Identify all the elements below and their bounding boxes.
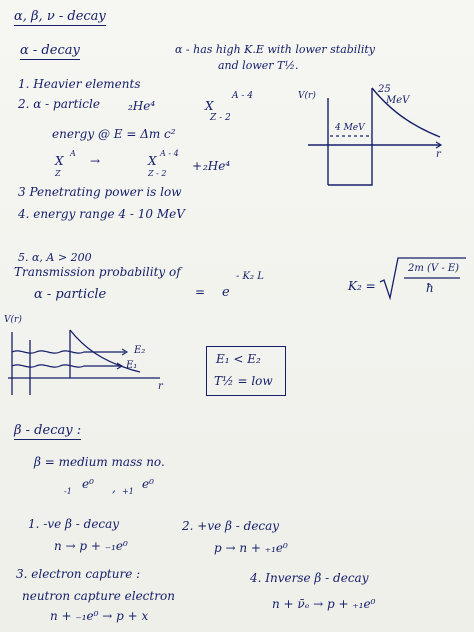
reaction-helium: ₂He⁴ [203, 159, 231, 173]
reaction-daughter: X [148, 154, 157, 168]
graph1-label-25: 25 [378, 84, 391, 95]
formula-equals: = [195, 285, 206, 299]
box-line-2: T½ = low [214, 374, 273, 388]
page-title: α, β, ν - decay [14, 9, 106, 24]
graph1-xlabel: r [436, 149, 441, 160]
alpha-heading: α - decay [20, 43, 80, 58]
alpha-item-2-he: ₂He⁴ [128, 99, 156, 113]
alpha-item-2-x: X [205, 99, 214, 113]
formula-exponent: - K₂ L [236, 271, 264, 282]
beta-particle-1: e⁰ [82, 477, 94, 491]
reaction-plus: + [192, 159, 203, 173]
alpha-item-5: 5. α, A > 200 [18, 251, 92, 264]
graph1-ylabel: V(r) [298, 91, 316, 101]
graph2-label-e2: E₂ [134, 345, 146, 356]
beta-item-2: 2. +ve β - decay [182, 519, 280, 533]
beta-item-4-equation: n + ν̄ₑ → p + ₊₁e⁰ [272, 597, 376, 611]
transmission-line-2: α - particle [34, 287, 107, 302]
formula-e: e [222, 285, 230, 300]
reaction-arrow: → [90, 154, 101, 168]
beta-item-2-equation: p → n + ₊₁e⁰ [214, 541, 288, 555]
k2-numerator: 2m (V - E) [408, 263, 460, 274]
beta-item-3-line-2: neutron capture electron [22, 589, 175, 603]
alpha-item-4: 4. energy range 4 - 10 MeV [18, 207, 185, 221]
alpha-note-line1: α - has high K.E with lower stability [175, 43, 375, 56]
box-line-1: E₁ < E₂ [216, 352, 261, 366]
alpha-note-line2: and lower T½. [218, 59, 299, 72]
reaction-parent-atomic: Z [55, 169, 61, 178]
reaction-parent: X [55, 154, 64, 168]
beta-item-1: 1. -ve β - decay [28, 517, 120, 531]
transmission-line-1: Transmission probability of [14, 265, 181, 279]
alpha-item-2-x-atomic: Z - 2 [210, 113, 231, 123]
k2-denominator: ħ [426, 281, 434, 295]
alpha-item-1: 1. Heavier elements [18, 77, 141, 91]
beta-item-1-equation: n → p + ₋₁e⁰ [54, 539, 128, 553]
beta-item-3-equation: n + ₋₁e⁰ → p + x [50, 609, 149, 623]
reaction-daughter-mass: A - 4 [160, 149, 179, 158]
reaction-parent-mass: A [70, 149, 76, 158]
graph2-wave-e2 [12, 351, 125, 353]
beta-line-1: β = medium mass no. [34, 455, 165, 469]
energy-equation: energy @ E = Δm c² [52, 127, 176, 141]
graph1-label-4mev: 4 MeV [335, 123, 365, 133]
alpha-item-2-x-mass: A - 4 [232, 91, 253, 101]
beta-particle-2-prefix: +1 [122, 487, 134, 496]
beta-item-4: 4. Inverse β - decay [250, 571, 369, 585]
graph2-xlabel: r [158, 381, 163, 392]
alpha-item-2: 2. α - particle [18, 97, 100, 111]
graph2-ylabel: V(r) [4, 315, 22, 325]
alpha-item-3: 3 Penetrating power is low [18, 185, 182, 199]
beta-heading: β - decay : [14, 423, 82, 438]
graph1-label-mev: MeV [386, 95, 410, 106]
beta-particle-2: e⁰ [142, 477, 154, 491]
graph2-label-e1: E₁ [126, 360, 138, 371]
beta-particle-1-prefix: -1 [64, 487, 72, 496]
reaction-daughter-atomic: Z - 2 [148, 169, 167, 178]
graph2-wave-e1 [12, 365, 120, 367]
beta-particle-separator: , [112, 481, 116, 495]
k2-label: K₂ = [348, 279, 376, 293]
beta-item-3: 3. electron capture : [16, 567, 141, 581]
